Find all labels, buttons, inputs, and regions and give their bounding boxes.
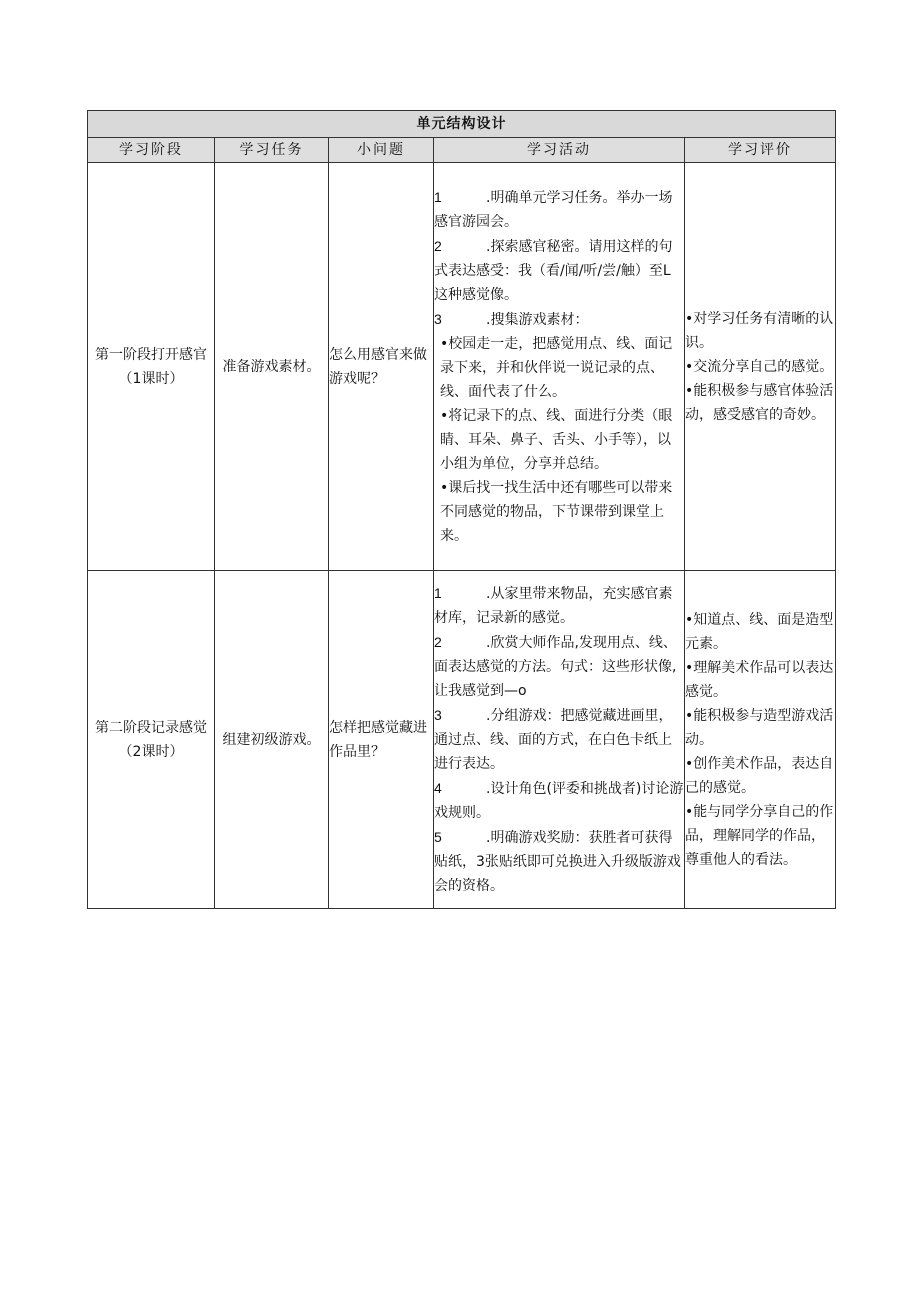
activity-cell [434,163,685,571]
activity-item [434,825,684,898]
header-task: 学习任务 [215,138,329,163]
activity-bullet: •校园走一走，把感觉用点、线、面记录下来，并和伙伴说一说记录的点、线、面代表了什么。 [440,336,673,400]
activity-item [434,703,684,776]
activity-item [434,307,684,332]
evaluation-item: •能与同学分享自己的作品，理解同学的作品，尊重他人的看法。 [685,803,834,868]
activity-item [434,581,684,630]
evaluation-item: •知道点、线、面是造型元素。 [685,611,834,652]
activity-number: 3 [434,311,442,327]
question-cell: 怎样把感觉藏进作品里？ [329,571,434,909]
activity-number: 2 [434,238,442,254]
stage-cell: 第二阶段记录感觉（2课时） [88,571,215,909]
activity-number: 1 [434,189,442,205]
header-stage: 学习阶段 [88,138,215,163]
evaluation-item: •能积极参与造型游戏活动。 [685,707,834,748]
activity-number: 5 [434,829,442,845]
activity-number: 1 [434,585,442,601]
activity-text: .明确单元学习任务。举办一场感官游园会。 [434,190,673,230]
activity-bullet: •课后找一找生活中还有哪些可以带来不同感觉的物品，下节课带到课堂上来。 [440,480,673,544]
activity-item [434,630,684,703]
activity-number: 2 [434,634,442,650]
activity-text: .探索感官秘密。请用这样的句式表达感受：我（看/闻/听/尝/触）至L这种感觉像。 [434,239,673,303]
activity-item [434,185,684,234]
header-evaluation: 学习评价 [685,138,836,163]
table-header-row [88,138,836,163]
task-cell: 准备游戏素材。 [215,163,329,571]
activity-item [434,776,684,825]
evaluation-cell [685,163,836,571]
activity-text: .明确游戏奖励：获胜者可获得贴纸，3张贴纸即可兑换进入升级版游戏会的资格。 [434,830,681,894]
activity-item [434,234,684,307]
table-row [88,163,836,571]
evaluation-item: •对学习任务有清晰的认识。 [685,310,834,351]
header-activity: 学习活动 [434,138,685,163]
activity-number: 4 [434,780,442,796]
activity-text: .从家里带来物品，充实感官素材库，记录新的感觉。 [434,586,673,626]
stage-cell: 第一阶段打开感官（1课时） [88,163,215,571]
table-title: 单元结构设计 [88,111,836,138]
header-question: 小问题 [329,138,434,163]
activity-text: .搜集游戏素材： [486,312,589,328]
evaluation-cell [685,571,836,909]
evaluation-item: •交流分享自己的感觉。 [685,358,834,375]
question-cell: 怎么用感官来做游戏呢？ [329,163,434,571]
activity-text: .分组游戏：把感觉藏进画里，通过点、线、面的方式，在白色卡纸上进行表达。 [434,708,673,772]
activity-text: .欣赏大师作品,发现用点、线、面表达感觉的方法。句式：这些形状像,让我感觉到—o [434,635,677,699]
table-title-row [88,111,836,138]
activity-text: .设计角色(评委和挑战者)讨论游戏规则。 [434,781,684,821]
evaluation-item: •能积极参与感官体验活动，感受感官的奇妙。 [685,382,834,423]
task-cell: 组建初级游戏。 [215,571,329,909]
evaluation-item: •创作美术作品，表达自己的感觉。 [685,755,834,796]
evaluation-item: •理解美术作品可以表达感觉。 [685,659,834,700]
activity-number: 3 [434,707,442,723]
unit-structure-table [87,110,836,909]
activity-bullet: •将记录下的点、线、面进行分类（眼睛、耳朵、鼻子、舌头、小手等），以小组为单位，分享并总结。 [440,408,673,472]
table-row [88,571,836,909]
activity-cell [434,571,685,909]
